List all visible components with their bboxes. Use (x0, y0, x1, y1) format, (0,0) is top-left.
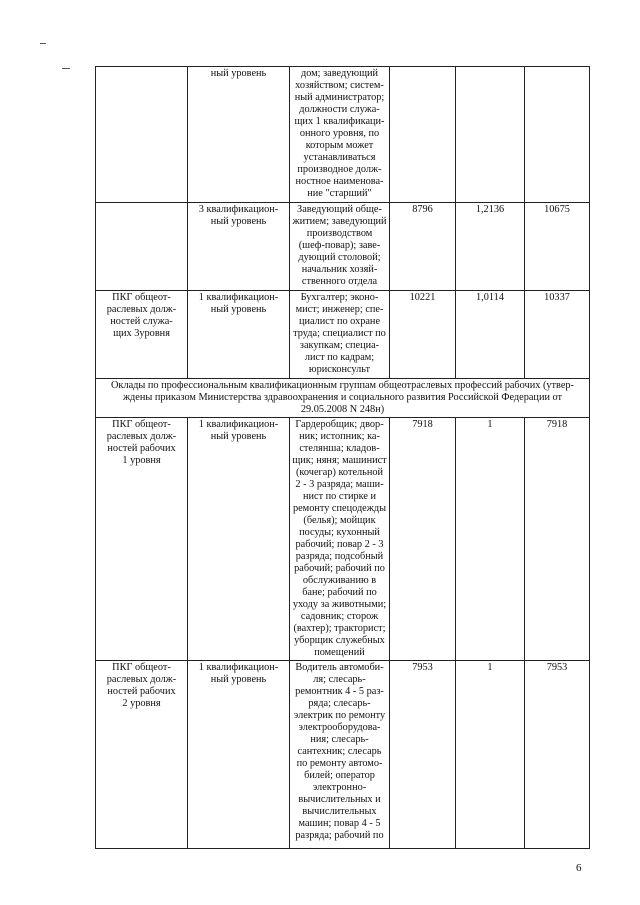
table-row (96, 203, 590, 291)
table-row (96, 291, 590, 379)
salary-cell: 8796 (390, 203, 456, 291)
positions-cell: Гардеробщик; двор- ник; истопник; ка- стелянша; кладов- щик; няня; машинист (кочегар) котельной 2 - 3 разряда; маши- нист по стирке и ремонту спецодежды (белья); мойщик посуды; кухонный рабочий; повар 2 - 3 разряда; подсобный рабочий; рабочий по обслуживанию в бане; рабочий по уходу за животными; садовник; сторож (вахтер); тракторист; уборщик служебных помещений (290, 418, 390, 661)
level-cell: 1 квалификацион- ный уровень (188, 661, 290, 849)
salary-cell: 10221 (390, 291, 456, 379)
total-cell: 10675 (525, 203, 590, 291)
group-cell (96, 67, 188, 203)
coefficient-cell: 1,2136 (456, 203, 525, 291)
level-cell: 1 квалификацион- ный уровень (188, 291, 290, 379)
coefficient-cell (456, 67, 525, 203)
total-cell: 7953 (525, 661, 590, 849)
coefficient-cell: 1 (456, 418, 525, 661)
group-cell (96, 203, 188, 291)
coefficient-cell: 1 (456, 661, 525, 849)
salary-cell: 7953 (390, 661, 456, 849)
group-cell: ПКГ общеот- раслевых долж- ностей рабочих 1 уровня (96, 418, 188, 661)
coefficient-cell: 1,0114 (456, 291, 525, 379)
group-cell: ПКГ общеот- раслевых долж- ностей служа- щих 3уровня (96, 291, 188, 379)
scan-mark (40, 43, 46, 44)
salary-cell (390, 67, 456, 203)
total-cell (525, 67, 590, 203)
level-cell: 3 квалификацион- ный уровень (188, 203, 290, 291)
table-row (96, 661, 590, 849)
level-cell: 1 квалификацион- ный уровень (188, 418, 290, 661)
section-heading: Оклады по профессиональным квалификационным группам общеотраслевых профессий рабочих (утвер- ждены приказом Министерства здравоохранения и социального развития Российской Федерации от 29.05.2008 N 248н) (96, 379, 590, 418)
positions-cell: Водитель автомоби- ля; слесарь- ремонтник 4 - 5 раз- ряда; слесарь- электрик по ремонту электрооборудова- ния; слесарь- сантехник; слесарь по ремонту автомо- билей; оператор электронно- вычислительных и вычислительных машин; повар 4 - 5 разряда; рабочий по (290, 661, 390, 849)
positions-cell: Заведующий обще- житием; заведующий производством (шеф-повар); заве- дующий столовой; начальник хозяй- ственного отдела (290, 203, 390, 291)
level-cell: ный уровень (188, 67, 290, 203)
salary-table (95, 66, 590, 849)
table-row (96, 67, 590, 203)
section-row (96, 379, 590, 418)
salary-cell: 7918 (390, 418, 456, 661)
total-cell: 10337 (525, 291, 590, 379)
total-cell: 7918 (525, 418, 590, 661)
positions-cell: Бухгалтер; эконо- мист; инженер; спе- циалист по охране труда; специалист по закупкам; специа- лист по кадрам; юрисконсульт (290, 291, 390, 379)
scan-mark (62, 68, 70, 69)
positions-cell: дом; заведующий хозяйством; систем- ный администратор; должности служа- щих 1 квалификаци- онного уровня, по которым может устанавливаться производное долж- ностное наименова- ние "старший" (290, 67, 390, 203)
table-row (96, 418, 590, 661)
page-number: 6 (576, 862, 582, 874)
group-cell: ПКГ общеот- раслевых долж- ностей рабочих 2 уровня (96, 661, 188, 849)
